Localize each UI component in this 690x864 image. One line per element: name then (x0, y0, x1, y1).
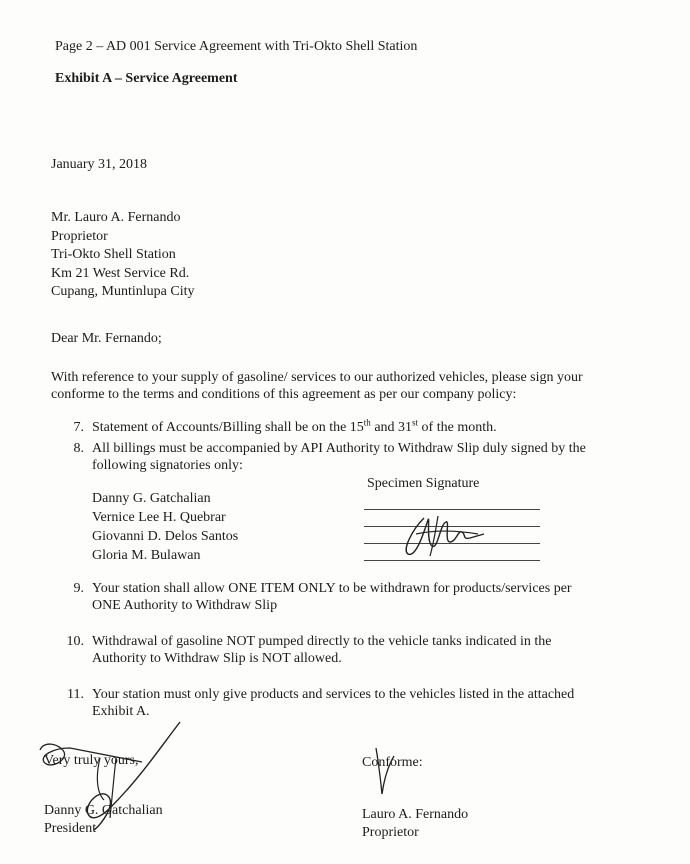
specimen-signature-scribble (394, 512, 494, 562)
president-name: Danny G. Gatchalian (44, 803, 163, 818)
item-7-text-mid: and 31 (370, 420, 413, 435)
item-text (92, 580, 572, 614)
conforme-label: Conforme: (362, 755, 423, 770)
item-8-line-2: following signatories only: (92, 458, 243, 473)
addressee-name: Mr. Lauro A. Fernando (51, 210, 181, 225)
item-8-line-1: All billings must be accompanied by API Authority to Withdraw Slip duly signed by the (92, 441, 586, 456)
specimen-line (364, 509, 540, 510)
item-number: 8. (73, 441, 84, 456)
page-reference: Page 2 – AD 001 Service Agreement with Tri-Okto Shell Station (55, 39, 418, 54)
addressee-city: Cupang, Muntinlupa City (51, 284, 195, 299)
item-number: 10. (66, 634, 84, 649)
president-block (44, 802, 163, 838)
ordinal-suffix: st (412, 417, 419, 428)
signatory-name: Giovanni D. Delos Santos (92, 529, 239, 544)
salutation: Dear Mr. Fernando; (51, 331, 162, 346)
conforme-title: Proprietor (362, 825, 419, 840)
valediction: Very truly yours, (44, 753, 139, 768)
item-text (92, 419, 497, 436)
item-number: 11. (67, 687, 84, 702)
signatory-name: Vernice Lee H. Quebrar (92, 510, 226, 525)
item-text (92, 633, 552, 667)
addressee-company: Tri-Okto Shell Station (51, 247, 176, 262)
item-11-line-1: Your station must only give products and services to the vehicles listed in the attached (92, 687, 575, 702)
item-9-line-2: ONE Authority to Withdraw Slip (92, 598, 278, 613)
letter-date: January 31, 2018 (51, 157, 148, 172)
item-10-line-1: Withdrawal of gasoline NOT pumped directly to the vehicle tanks indicated in the (92, 634, 552, 649)
signatory-name: Danny G. Gatchalian (92, 491, 211, 506)
item-11-line-2: Exhibit A. (92, 704, 150, 719)
item-number: 7. (73, 420, 84, 435)
item-10-line-2: Authority to Withdraw Slip is NOT allowed. (92, 651, 342, 666)
addressee-title: Proprietor (51, 228, 108, 244)
item-7-text-end: of the month. (418, 420, 497, 435)
item-text (92, 686, 574, 720)
item-9-line-1: Your station shall allow ONE ITEM ONLY to be withdrawn for products/services per (92, 581, 572, 596)
signatory-list (92, 489, 238, 565)
intro-line-2: conforme to the terms and conditions of this agreement as per our company policy: (51, 387, 517, 402)
ordinal-suffix: th (363, 417, 371, 428)
intro-line-1: With reference to your supply of gasoline/ services to our authorized vehicles, please sign your (51, 370, 583, 385)
signatory-name: Gloria M. Bulawan (92, 548, 201, 563)
addressee-street: Km 21 West Service Rd. (51, 265, 190, 281)
item-7-text-start: Statement of Accounts/Billing shall be on the 15 (92, 420, 364, 435)
specimen-signature-label: Specimen Signature (367, 476, 480, 491)
conforme-name: Lauro A. Fernando (362, 807, 469, 822)
item-text (92, 440, 586, 474)
conforme-signature-scribble (370, 744, 410, 804)
intro-paragraph (51, 369, 583, 403)
conforme-block (362, 806, 468, 842)
item-number: 9. (73, 581, 84, 596)
exhibit-title: Exhibit A – Service Agreement (55, 71, 238, 86)
president-title: President (44, 821, 97, 836)
addressee-block (51, 209, 195, 302)
